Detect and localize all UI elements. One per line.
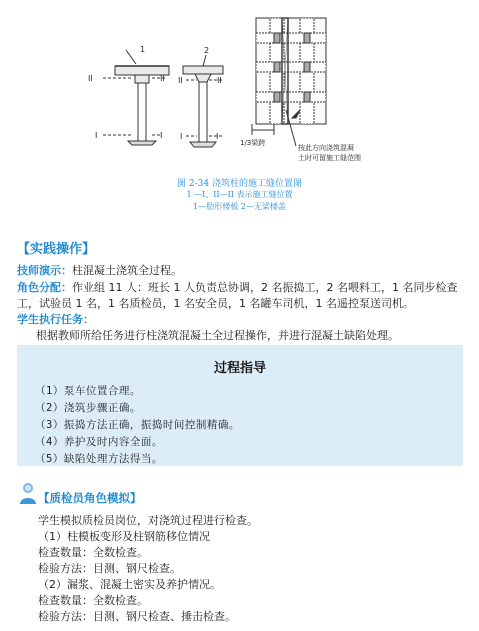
role-line	[17, 281, 457, 295]
role-text-1: 作业组 11 人：班长 1 人负责总协调，2 名振捣工，2 名喂料工，1 名同步检查	[72, 281, 458, 294]
figure-caption-legend: 1—肋形楼板 2—无梁楼盖	[193, 202, 286, 211]
figure-caption-sub: 1 —I、II—II 表示施工缝位置	[186, 190, 293, 199]
guide-item-3: （3）振捣方法正确，振捣时间控制精确。	[35, 419, 240, 431]
annot-line-2: 土时可留施工缝范围	[298, 154, 361, 162]
guide-item-1: （1）泵车位置合理。	[35, 385, 141, 397]
role-line-2: 工，试验员 1 名，1 名质检员，1 名安全员，1 名罐车司机，1 名遥控泵送司机。	[17, 297, 414, 310]
sec-I-left-b: I	[160, 131, 163, 140]
flat-slab	[183, 66, 223, 74]
teacher-demo-label: 技师演示：	[17, 264, 72, 277]
plan-grid	[252, 18, 326, 146]
sec-II-left-b: II	[160, 74, 165, 83]
sec-I-mid-a: I	[180, 132, 183, 141]
practice-heading: 【实践操作】	[17, 242, 96, 257]
inspector-avatar-icon	[18, 481, 38, 505]
sec-II-left-a: II	[88, 74, 93, 83]
middle-footing	[190, 142, 216, 147]
teacher-demo-text: 柱混凝土浇筑全过程。	[72, 264, 182, 277]
qc-line-1: 学生模拟质检员岗位，对浇筑过程进行检查。	[38, 514, 258, 527]
figure-caption-title: 图 2-34 浇筑柱的施工缝位置图	[177, 179, 302, 189]
qc-line-4: 检验方法：目测、钢尺检查。	[38, 562, 181, 575]
label-2: 2	[204, 46, 210, 55]
guide-item-2: （2）浇筑步骤正确。	[35, 402, 141, 414]
sec-I-mid-b: I	[216, 132, 219, 141]
construction-joint-figure	[0, 0, 479, 210]
left-footing	[128, 141, 156, 145]
guide-item-4: （4）养护及时内容全面。	[35, 436, 163, 448]
teacher-demo-line	[17, 264, 182, 278]
leader-1	[126, 50, 136, 64]
qc-line-7: 检验方法：目测、钢尺检查、捶击检查。	[38, 610, 236, 623]
task-text: 根据教师所给任务进行柱浇筑混凝土全过程操作，并进行混凝土缺陷处理。	[36, 329, 399, 342]
task-label: 学生执行任务：	[17, 313, 94, 326]
guide-item-5: （5）缺陷处理方法得当。	[35, 453, 163, 465]
label-1: 1	[140, 45, 146, 54]
qc-line-5: （2）漏浆、混凝土密实及养护情况。	[38, 578, 221, 591]
beam	[135, 75, 149, 83]
column-capital	[195, 74, 211, 82]
annot-line-1: 按此方向浇筑混凝	[298, 144, 354, 152]
qc-line-3: 检查数量：全数检查。	[38, 546, 148, 559]
left-column	[138, 83, 146, 141]
column-joint-drawing	[0, 0, 479, 175]
sec-II-mid-a: II	[178, 76, 183, 85]
task-label-line	[17, 313, 94, 327]
role-label: 角色分配：	[17, 281, 72, 294]
sec-I-left-a: I	[95, 131, 98, 140]
process-guide-title: 过程指导	[213, 361, 266, 376]
span-note: 1/3梁跨	[240, 139, 266, 147]
qc-role-heading: 【质检员角色模拟】	[38, 491, 142, 505]
leader-2	[203, 55, 206, 66]
qc-line-2: （1）柱模板变形及柱钢筋移位情况	[38, 530, 210, 543]
qc-line-6: 检查数量：全数检查。	[38, 594, 148, 607]
process-guide-box	[17, 345, 463, 466]
middle-column	[199, 82, 207, 142]
sec-II-mid-b: II	[217, 76, 222, 85]
